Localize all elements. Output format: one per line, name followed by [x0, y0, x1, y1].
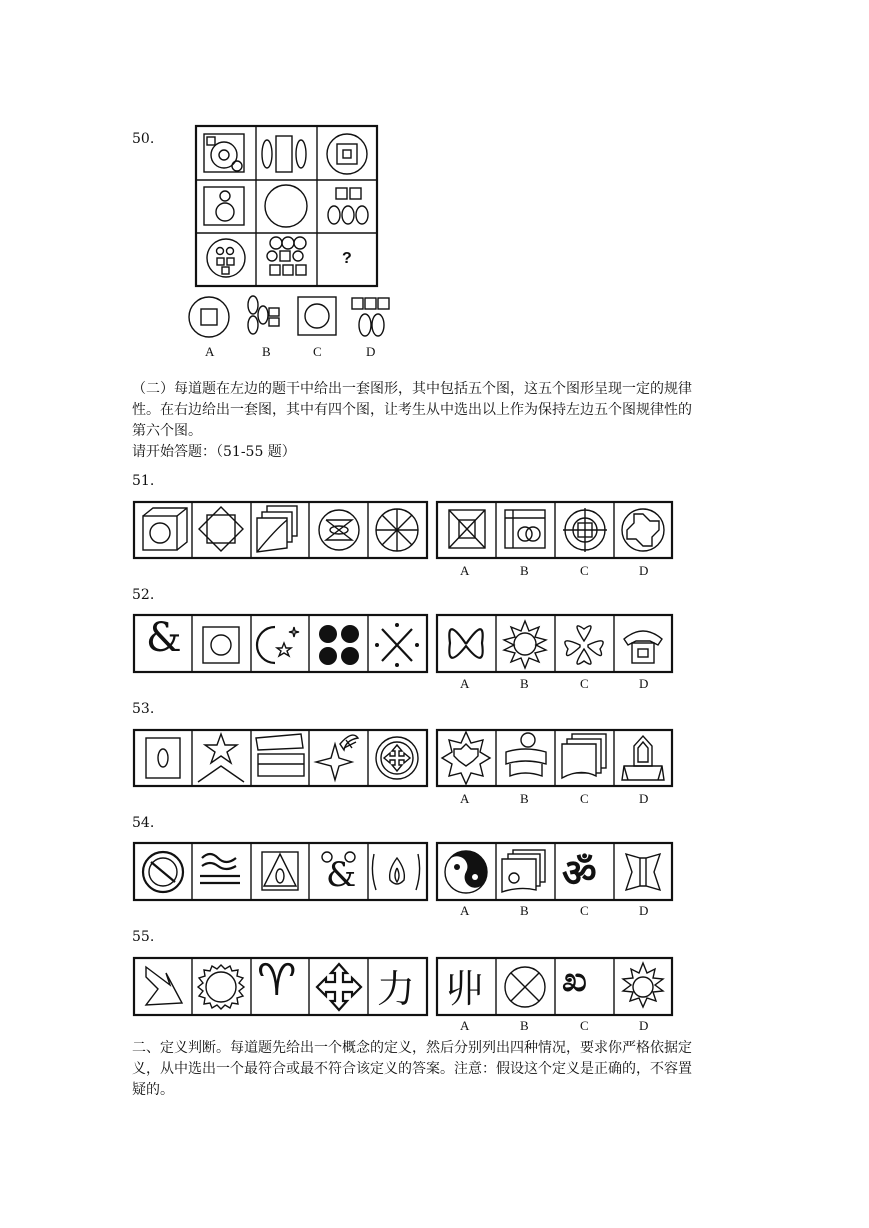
q50-option-c-label: C: [313, 344, 322, 359]
section-intro: （二）每道题在左边的题干中给出一套图形，其中包括五个图，这五个图形呈现一定的规律 性。在右边给出一套图，其中有四个图，让考生从中选出以上作为保持左边五个图规律性的 第六个图。 请开始答题：（51-55 题）: [132, 381, 692, 460]
q55-option-b-label: B: [520, 1018, 529, 1033]
q50-option-b-label: B: [262, 344, 271, 359]
definition-section-intro: 二、定义判断。每道题先给出一个概念的定义，然后分别列出四种情况，要求你严格依据定 义，从中选出一个最符合或最不符合该定义的答案。注意：假设这个定义是正确的，不容置 疑的。: [132, 1040, 692, 1098]
q51-option-d-label: D: [639, 563, 649, 578]
question-50-number: 50.: [132, 131, 155, 147]
question-52-number: 52.: [132, 587, 155, 603]
q50-option-a-label: A: [205, 344, 215, 359]
ampersand-glyph: &: [326, 855, 357, 895]
q55-option-d-label: D: [639, 1018, 649, 1033]
om-glyph: ॐ: [562, 851, 597, 895]
question-mark: ?: [342, 250, 352, 267]
li-glyph: 力: [377, 967, 416, 1011]
q53-option-b-label: B: [520, 791, 529, 806]
guan-glyph: 丱: [446, 967, 485, 1011]
q53-option-d-label: D: [639, 791, 649, 806]
q52-option-a-label: A: [460, 676, 470, 691]
q55-option-c-label: C: [580, 1018, 589, 1033]
question-52-figure: [0, 605, 869, 675]
q52-option-d-label: D: [639, 676, 649, 691]
question-51-figure: [0, 490, 869, 560]
q51-option-c-label: C: [580, 563, 589, 578]
question-54-figure: [0, 832, 869, 902]
script-glyph: ಖ: [562, 960, 587, 1000]
q52-option-b-label: B: [520, 676, 529, 691]
question-50-figure: [0, 0, 869, 380]
aries-glyph: ♈: [257, 955, 297, 1006]
q55-option-a-label: A: [460, 1018, 470, 1033]
q51-option-a-label: A: [460, 563, 470, 578]
q50-option-d-label: D: [366, 344, 376, 359]
question-55-figure: [0, 947, 869, 1019]
q52-option-c-label: C: [580, 676, 589, 691]
q53-option-a-label: A: [460, 791, 470, 806]
ampersand-glyph: &: [146, 615, 182, 661]
q54-option-c-label: C: [580, 903, 589, 918]
question-53-figure: [0, 720, 869, 790]
q53-option-c-label: C: [580, 791, 589, 806]
q54-option-d-label: D: [639, 903, 649, 918]
q51-option-b-label: B: [520, 563, 529, 578]
question-55-number: 55.: [132, 929, 155, 945]
q54-option-b-label: B: [520, 903, 529, 918]
question-53-number: 53.: [132, 701, 155, 717]
question-54-number: 54.: [132, 815, 155, 831]
question-51-number: 51.: [132, 473, 155, 489]
q54-option-a-label: A: [460, 903, 470, 918]
